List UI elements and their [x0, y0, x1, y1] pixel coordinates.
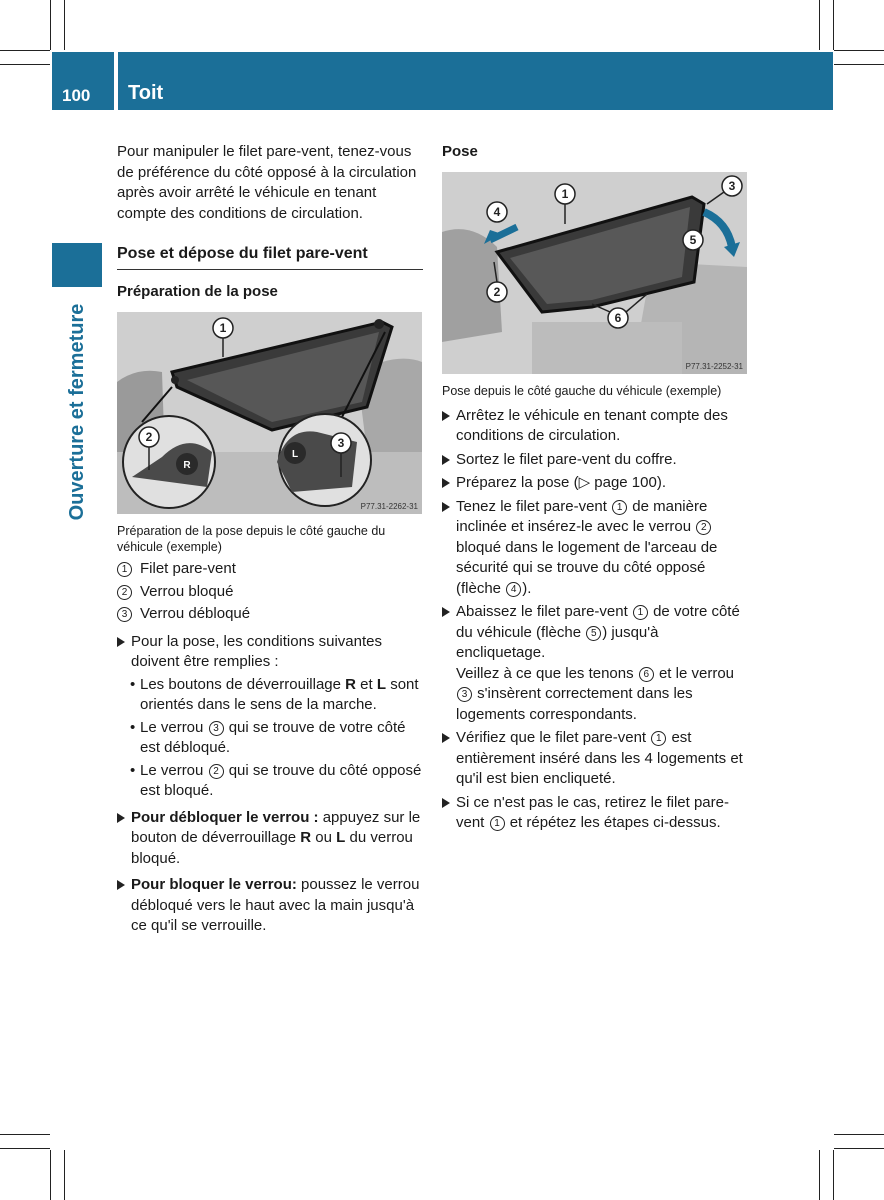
callout-5: 5 — [689, 232, 697, 247]
condition-text: Le verrou 3 qui se trouve de votre côté est débloqué. — [140, 718, 406, 756]
instruction-step — [442, 473, 748, 494]
subsection-heading: Préparation de la pose — [117, 282, 278, 300]
instruction-step — [442, 602, 748, 725]
callout-2: 2 — [145, 430, 153, 444]
crop-mark — [64, 1150, 65, 1200]
legend-text: Filet pare-vent — [140, 560, 236, 577]
step-arrow-icon — [117, 813, 125, 823]
step-arrow-icon — [442, 733, 450, 743]
legend-item — [117, 604, 423, 625]
step-text: Abaissez le filet pare-vent 1 de votre côté du véhicule (flèche 5 ) jusqu'à encliquetage. Veillez à ce que les tenons 6 et le verrou 3 s'insèrent correctement dans les logements correspondants. — [456, 603, 740, 723]
intro-paragraph: Pour manipuler le filet pare-vent, tenez-vous de préférence du côté opposé à la circulation après avoir arrêté le véhicule en tenant compte des conditions de circulation. — [117, 143, 417, 222]
step-text: Pour la pose, les conditions suivantes doivent être remplies : — [131, 632, 382, 670]
figure-installation — [442, 172, 747, 374]
step-arrow-icon — [117, 637, 125, 647]
step-text: Vérifiez que le filet pare-vent 1 est entièrement inséré dans les 4 logements et qu'il est bien encliqueté. — [456, 729, 743, 787]
figure-caption: Préparation de la pose depuis le côté gauche du véhicule (exemple) — [117, 524, 386, 554]
step-arrow-icon — [442, 411, 450, 421]
step-text: Préparez la pose (▷ page 100). — [456, 474, 666, 491]
step-text: Si ce n'est pas le cas, retirez le filet pare-vent 1 et répétez les étapes ci-dessus. — [456, 793, 729, 831]
step-text: Pour bloquer le verrou: poussez le verrou débloqué vers le haut avec la main jusqu'à ce qu'il se verrouille. — [131, 876, 420, 934]
callout-4: 4 — [493, 204, 501, 219]
crop-mark — [50, 0, 51, 50]
instruction-step — [442, 728, 748, 790]
crop-mark — [834, 50, 884, 51]
callout-3: 3 — [728, 178, 736, 193]
step-arrow-icon — [442, 798, 450, 808]
legend-number: 2 — [117, 585, 132, 600]
crop-mark — [834, 1148, 884, 1149]
step-text: Pour débloquer le verrou : appuyez sur le bouton de déverrouillage R ou L du verrou bloqué. — [131, 808, 421, 867]
page-number: 100 — [62, 86, 91, 105]
step-arrow-icon — [442, 502, 450, 512]
crop-mark — [833, 0, 834, 50]
callout-r: R — [183, 460, 191, 471]
bullet-icon: • — [130, 761, 136, 779]
right-column — [442, 142, 748, 834]
header-bar — [52, 52, 833, 110]
bullet-icon: • — [130, 675, 136, 693]
side-tab-marker — [52, 243, 102, 287]
step-text: Arrêtez le véhicule en tenant compte des conditions de circulation. — [456, 406, 728, 444]
side-tab-label: Ouverture et fermeture — [66, 303, 88, 521]
callout-3: 3 — [337, 436, 345, 450]
instruction-step — [442, 793, 748, 834]
callout-6: 6 — [614, 310, 622, 325]
legend-number: 1 — [117, 562, 132, 577]
callout-l: L — [291, 449, 299, 460]
step-arrow-icon — [442, 455, 450, 465]
crop-mark — [0, 64, 50, 65]
legend-text: Verrou débloqué — [140, 605, 251, 622]
crop-mark — [50, 1150, 51, 1200]
crop-mark — [833, 1150, 834, 1200]
crop-mark — [819, 1150, 820, 1200]
instruction-step — [442, 497, 748, 600]
crop-mark — [834, 64, 884, 65]
legend-number: 3 — [117, 607, 132, 622]
callout-2: 2 — [493, 284, 501, 299]
figure-installation-illustration — [442, 172, 747, 374]
instruction-step — [442, 450, 748, 471]
section-heading: Pose et dépose du filet pare-vent — [117, 244, 423, 270]
step-text: Tenez le filet pare-vent 1 de manière inclinée et insérez-le avec le verrou 2 bloqué dans le logement de l'arceau de sécurité qui se trouve du côté opposé (flèche 4 ). — [456, 497, 718, 597]
condition-text: Les boutons de déverrouillage R et L sont orientés dans le sens de la marche. — [140, 675, 419, 713]
figure-preparation-illustration — [117, 312, 422, 514]
header-divider — [114, 52, 118, 110]
page-title: Toit — [128, 82, 164, 104]
instruction-step — [442, 406, 748, 447]
crop-mark — [834, 1134, 884, 1135]
condition-item — [117, 675, 423, 716]
crop-mark — [0, 1148, 50, 1149]
figure-caption: Pose depuis le côté gauche du véhicule (exemple) — [442, 383, 722, 398]
bullet-icon: • — [130, 718, 136, 736]
crop-mark — [0, 50, 50, 51]
step-arrow-icon — [442, 478, 450, 488]
crop-mark — [0, 1134, 50, 1135]
condition-item — [117, 718, 423, 759]
legend-item — [117, 582, 423, 603]
left-column — [117, 142, 423, 937]
condition-item — [117, 761, 423, 802]
callout-1: 1 — [219, 321, 227, 335]
crop-mark — [64, 0, 65, 50]
figure-code: P77.31-2262-31 — [360, 502, 418, 511]
step-text: Sortez le filet pare-vent du coffre. — [456, 450, 677, 468]
instruction-step — [117, 808, 423, 870]
figure-code: P77.31-2252-31 — [685, 361, 743, 371]
legend-text: Verrou bloqué — [140, 582, 234, 600]
callout-1: 1 — [561, 186, 569, 201]
step-arrow-icon — [117, 880, 125, 890]
instruction-step — [117, 875, 423, 937]
condition-text: Le verrou 2 qui se trouve du côté opposé est bloqué. — [140, 761, 422, 799]
legend-item — [117, 559, 423, 580]
crop-mark — [819, 0, 820, 50]
step-arrow-icon — [442, 607, 450, 617]
instruction-step — [117, 632, 423, 673]
subsection-heading: Pose — [442, 143, 478, 160]
figure-preparation — [117, 312, 422, 514]
